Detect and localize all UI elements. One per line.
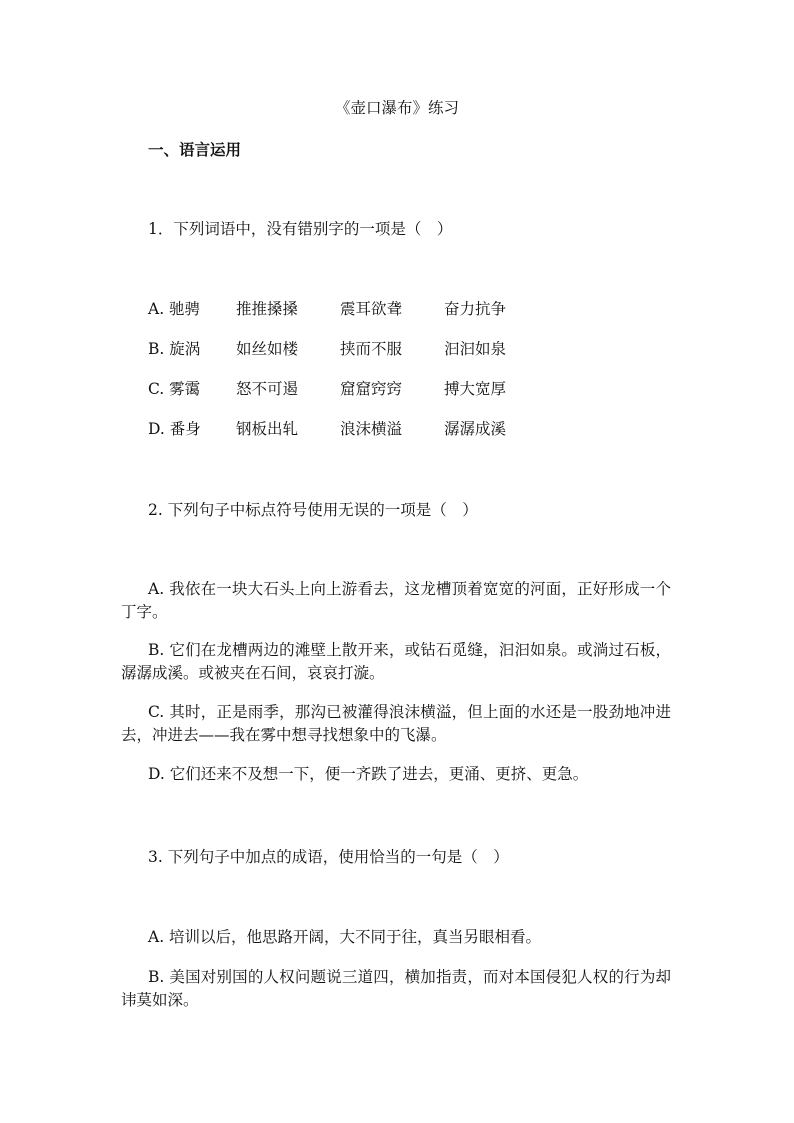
q1-option-b-word-4: 汩汩如泉 xyxy=(444,340,507,358)
q3-option-a: A. 培训以后，他思路开阔，大不同于往，真当另眼相看。 xyxy=(148,928,542,946)
section-heading: 一、语言运用 xyxy=(148,140,242,159)
q3-option-b: B. 美国对别国的人权问题说三道四，横加指责，而对本国侵犯人权的行为却讳莫如深。 xyxy=(121,968,671,1009)
question-1-stem: 1．下列词语中，没有错别字的一项是（ ） xyxy=(148,220,453,238)
q1-option-d-word-2: 钢板出轧 xyxy=(236,420,299,438)
q1-option-c-word-4: 搏大宽厚 xyxy=(444,380,507,398)
q1-option-b-word-2: 如丝如楼 xyxy=(236,340,299,358)
question-3-stem: 3. 下列句子中加点的成语，使用恰当的一句是（ ） xyxy=(148,848,509,866)
q1-option-d-word-1: D. 番身 xyxy=(148,420,201,438)
q1-option-a-word-4: 奋力抗争 xyxy=(444,300,507,318)
document-title: 《壶口瀑布》练习 xyxy=(334,99,459,117)
q2-option-b: B. 它们在龙槽两边的滩壁上散开来，或钻石觅缝，汩汩如泉。或淌过石板，潺潺成溪。或被夹在石间，哀哀打漩。 xyxy=(121,641,671,682)
q1-option-b-word-3: 挟而不服 xyxy=(340,340,403,358)
q1-option-d-word-3: 浪沫横溢 xyxy=(340,420,403,438)
q2-option-c: C. 其时，正是雨季，那沟已被灌得浪沫横溢，但上面的水还是一股劲地冲进去，冲进去——我在雾中想寻找想象中的飞瀑。 xyxy=(121,703,671,744)
q1-option-c-word-1: C. 雾霭 xyxy=(148,380,201,398)
q1-option-d-word-4: 潺潺成溪 xyxy=(444,420,507,438)
q1-option-c-word-3: 窟窟窍窍 xyxy=(340,380,403,398)
q1-option-a-word-1: A. 驰骋 xyxy=(148,300,201,318)
q2-option-a: A. 我依在一块大石头上向上游看去，这龙槽顶着宽宽的河面，正好形成一个丁字。 xyxy=(121,580,671,621)
q1-option-c-word-2: 怒不可遏 xyxy=(236,380,299,398)
question-2-stem: 2. 下列句子中标点符号使用无误的一项是（ ） xyxy=(148,501,478,519)
q2-option-d: D. 它们还来不及想一下，便一齐跌了进去，更涌、更挤、更急。 xyxy=(148,765,589,783)
q1-option-a-word-2: 推推搡搡 xyxy=(236,300,299,318)
q1-option-a-word-3: 震耳欲聋 xyxy=(340,300,403,318)
q1-option-b-word-1: B. 旋涡 xyxy=(148,340,201,358)
